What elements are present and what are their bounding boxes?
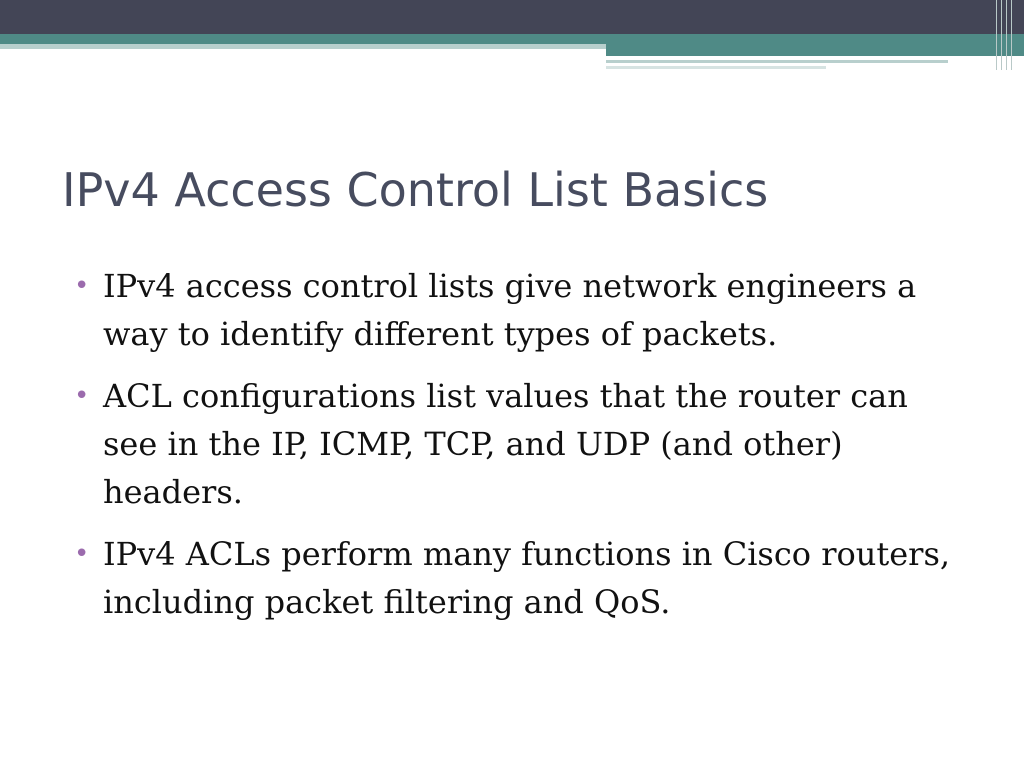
header-right-thin-line-2 — [606, 66, 826, 69]
header-dark-band — [0, 0, 1024, 34]
bullet-marker: • — [74, 271, 90, 301]
bullet-text: IPv4 ACLs perform many functions in Cisco routers, including packet filtering and QoS. — [103, 535, 951, 621]
header-edge-line — [996, 0, 997, 70]
bullet-text: ACL configurations list values that the router can see in the IP, ICMP, TCP, and UDP (and other) headers. — [103, 377, 908, 511]
header-edge-line — [1001, 0, 1002, 70]
bullet-item — [74, 530, 954, 626]
header-right-thin-line — [606, 60, 948, 63]
bullet-item — [74, 262, 954, 358]
header-right-teal-block — [606, 44, 1024, 56]
bullet-list — [74, 262, 954, 640]
header-teal-band — [0, 34, 1024, 44]
bullet-marker: • — [74, 539, 90, 569]
bullet-marker: • — [74, 381, 90, 411]
bullet-item — [74, 372, 954, 516]
header-edge-line — [1006, 0, 1007, 70]
header-edge-line — [1011, 0, 1012, 70]
bullet-text: IPv4 access control lists give network engineers a way to identify different types of packets. — [103, 267, 917, 353]
header-light-band — [0, 44, 606, 49]
slide-title: IPv4 Access Control List Basics — [62, 163, 769, 217]
